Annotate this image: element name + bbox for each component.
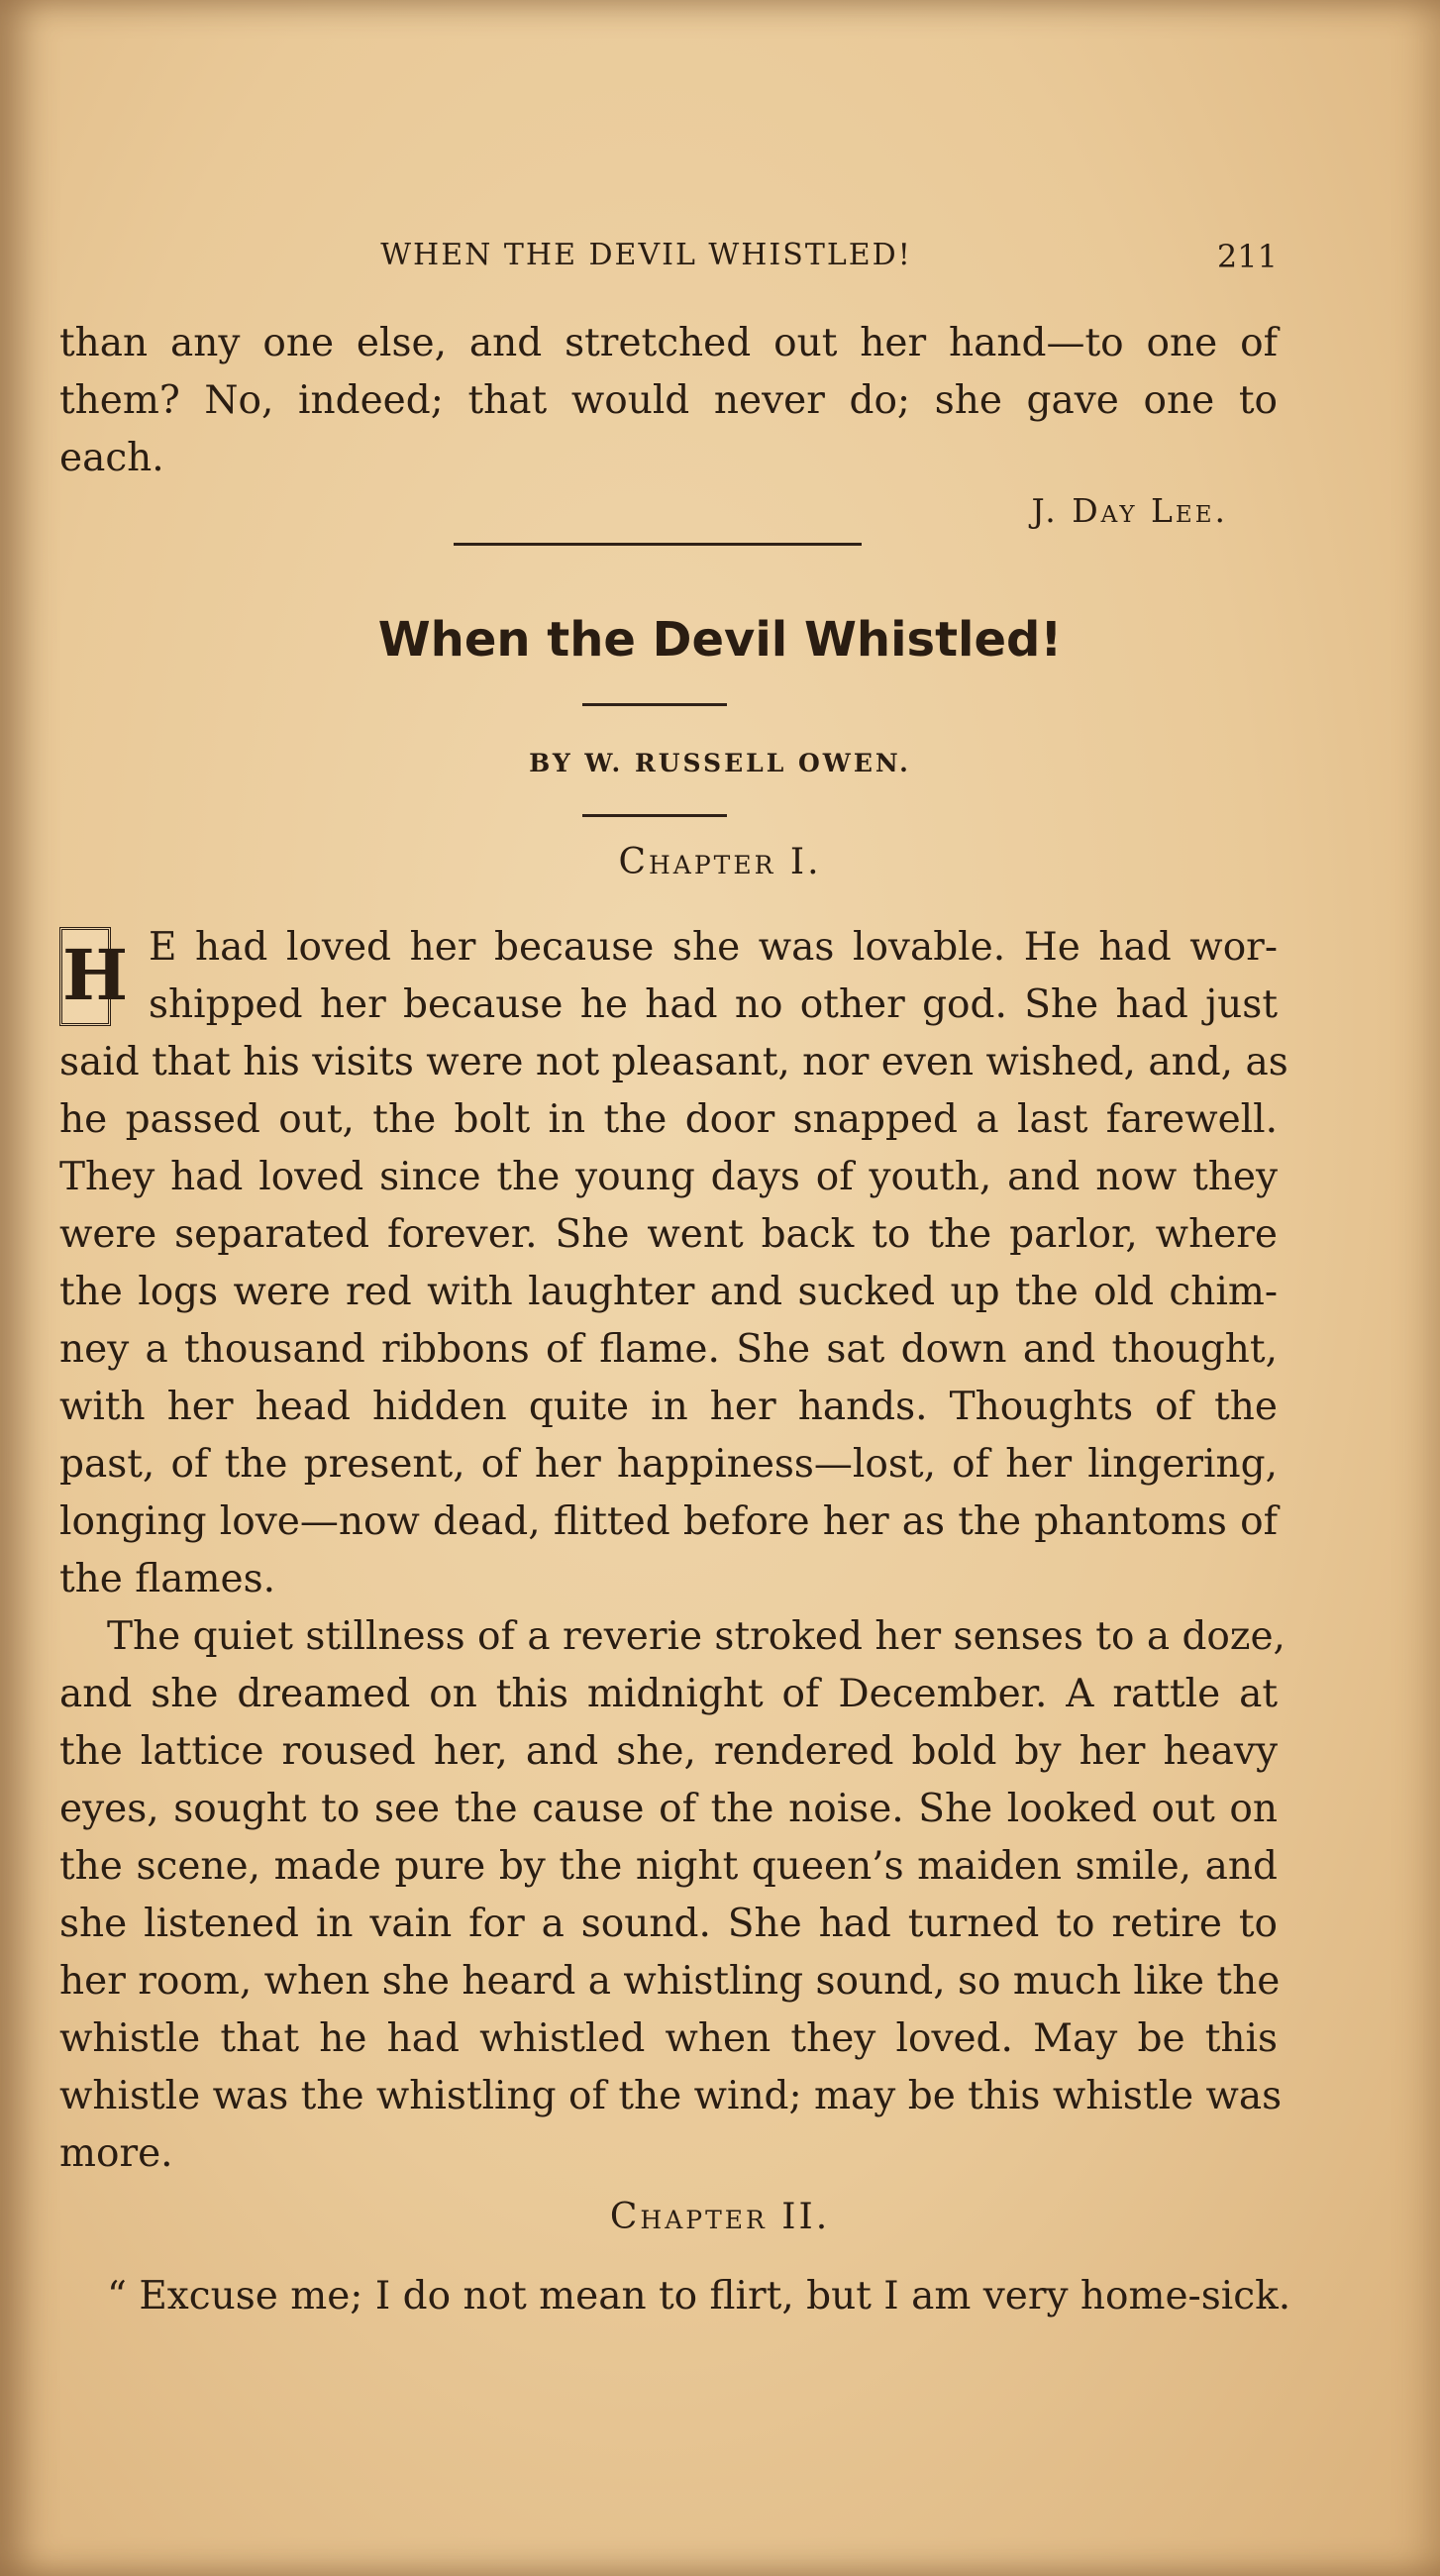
text-line: said that his visits were not pleasant, nor even wished, and, as <box>59 1040 1288 1084</box>
text-line: each. <box>59 436 164 480</box>
text-line: past, of the present, of her happiness—lost, of her lingering, <box>59 1442 1278 1487</box>
text-line: her room, when she heard a whistling sound, so much like the <box>59 1959 1281 2004</box>
chapter-two-heading: Chapter II. <box>609 2197 831 2237</box>
text-line: ney a thousand ribbons of flame. She sat down and thought, <box>59 1327 1278 1372</box>
chapter-one-body <box>59 919 1288 2183</box>
text-line: with her head hidden quite in her hands. Thoughts of the <box>59 1385 1278 1429</box>
chapter-two-body <box>59 2268 1291 2325</box>
chapter-one-heading: Chapter I. <box>618 842 822 882</box>
page-number: 211 <box>1216 238 1278 275</box>
text-line: The quiet stillness of a reverie stroked her senses to a doze, <box>107 1614 1286 1659</box>
section-divider <box>454 543 862 546</box>
text-line: them? No, indeed; that would never do; she gave one to <box>59 378 1278 423</box>
author-signature: J. Day Lee. <box>1031 491 1228 530</box>
text-line: eyes, sought to see the cause of the noise. She looked out on <box>59 1787 1278 1831</box>
text-line: more. <box>59 2131 173 2176</box>
text-line: the logs were red with laughter and sucked up the old chim- <box>59 1270 1278 1314</box>
story-title: When the Devil Whistled! <box>377 612 1063 668</box>
running-title: WHEN THE DEVIL WHISTLED! <box>380 238 912 272</box>
previous-story-ending <box>59 315 1278 530</box>
text-line: shipped her because he had no other god. She had just <box>149 982 1278 1027</box>
text-line: the flames. <box>59 1557 276 1601</box>
text-line: They had loved since the young days of youth, and now they <box>59 1155 1278 1199</box>
text-line: whistle was the whistling of the wind; may be this whistle was <box>59 2074 1283 2118</box>
byline: BY W. RUSSELL OWEN. <box>529 749 911 777</box>
text-line: he passed out, the bolt in the door snapped a last farewell. <box>59 1097 1278 1142</box>
text-line: and she dreamed on this midnight of December. A rattle at <box>59 1672 1278 1716</box>
byline-rule <box>582 814 727 817</box>
title-rule <box>582 703 727 706</box>
text-line: E had loved her because she was lovable. He had wor- <box>149 925 1278 970</box>
text-line: the lattice roused her, and she, rendered bold by her heavy <box>59 1729 1278 1774</box>
text-line: longing love—now dead, flitted before her as the phantoms of <box>59 1499 1278 1544</box>
paragraph-one <box>59 919 1278 1034</box>
text-line: “ Excuse me; I do not mean to flirt, but I am very home-sick. <box>107 2274 1291 2318</box>
text-line: whistle that he had whistled when they loved. May be this <box>59 2016 1278 2061</box>
text-line: were separated forever. She went back to the parlor, where <box>59 1212 1278 1257</box>
text-line: she listened in vain for a sound. She had turned to retire to <box>59 1902 1278 1946</box>
drop-cap-letter: H <box>59 927 111 1026</box>
text-line: the scene, made pure by the night queen’s maiden smile, and <box>59 1844 1278 1889</box>
running-header <box>59 238 1278 287</box>
text-line: than any one else, and stretched out her hand—to one of <box>59 321 1278 365</box>
